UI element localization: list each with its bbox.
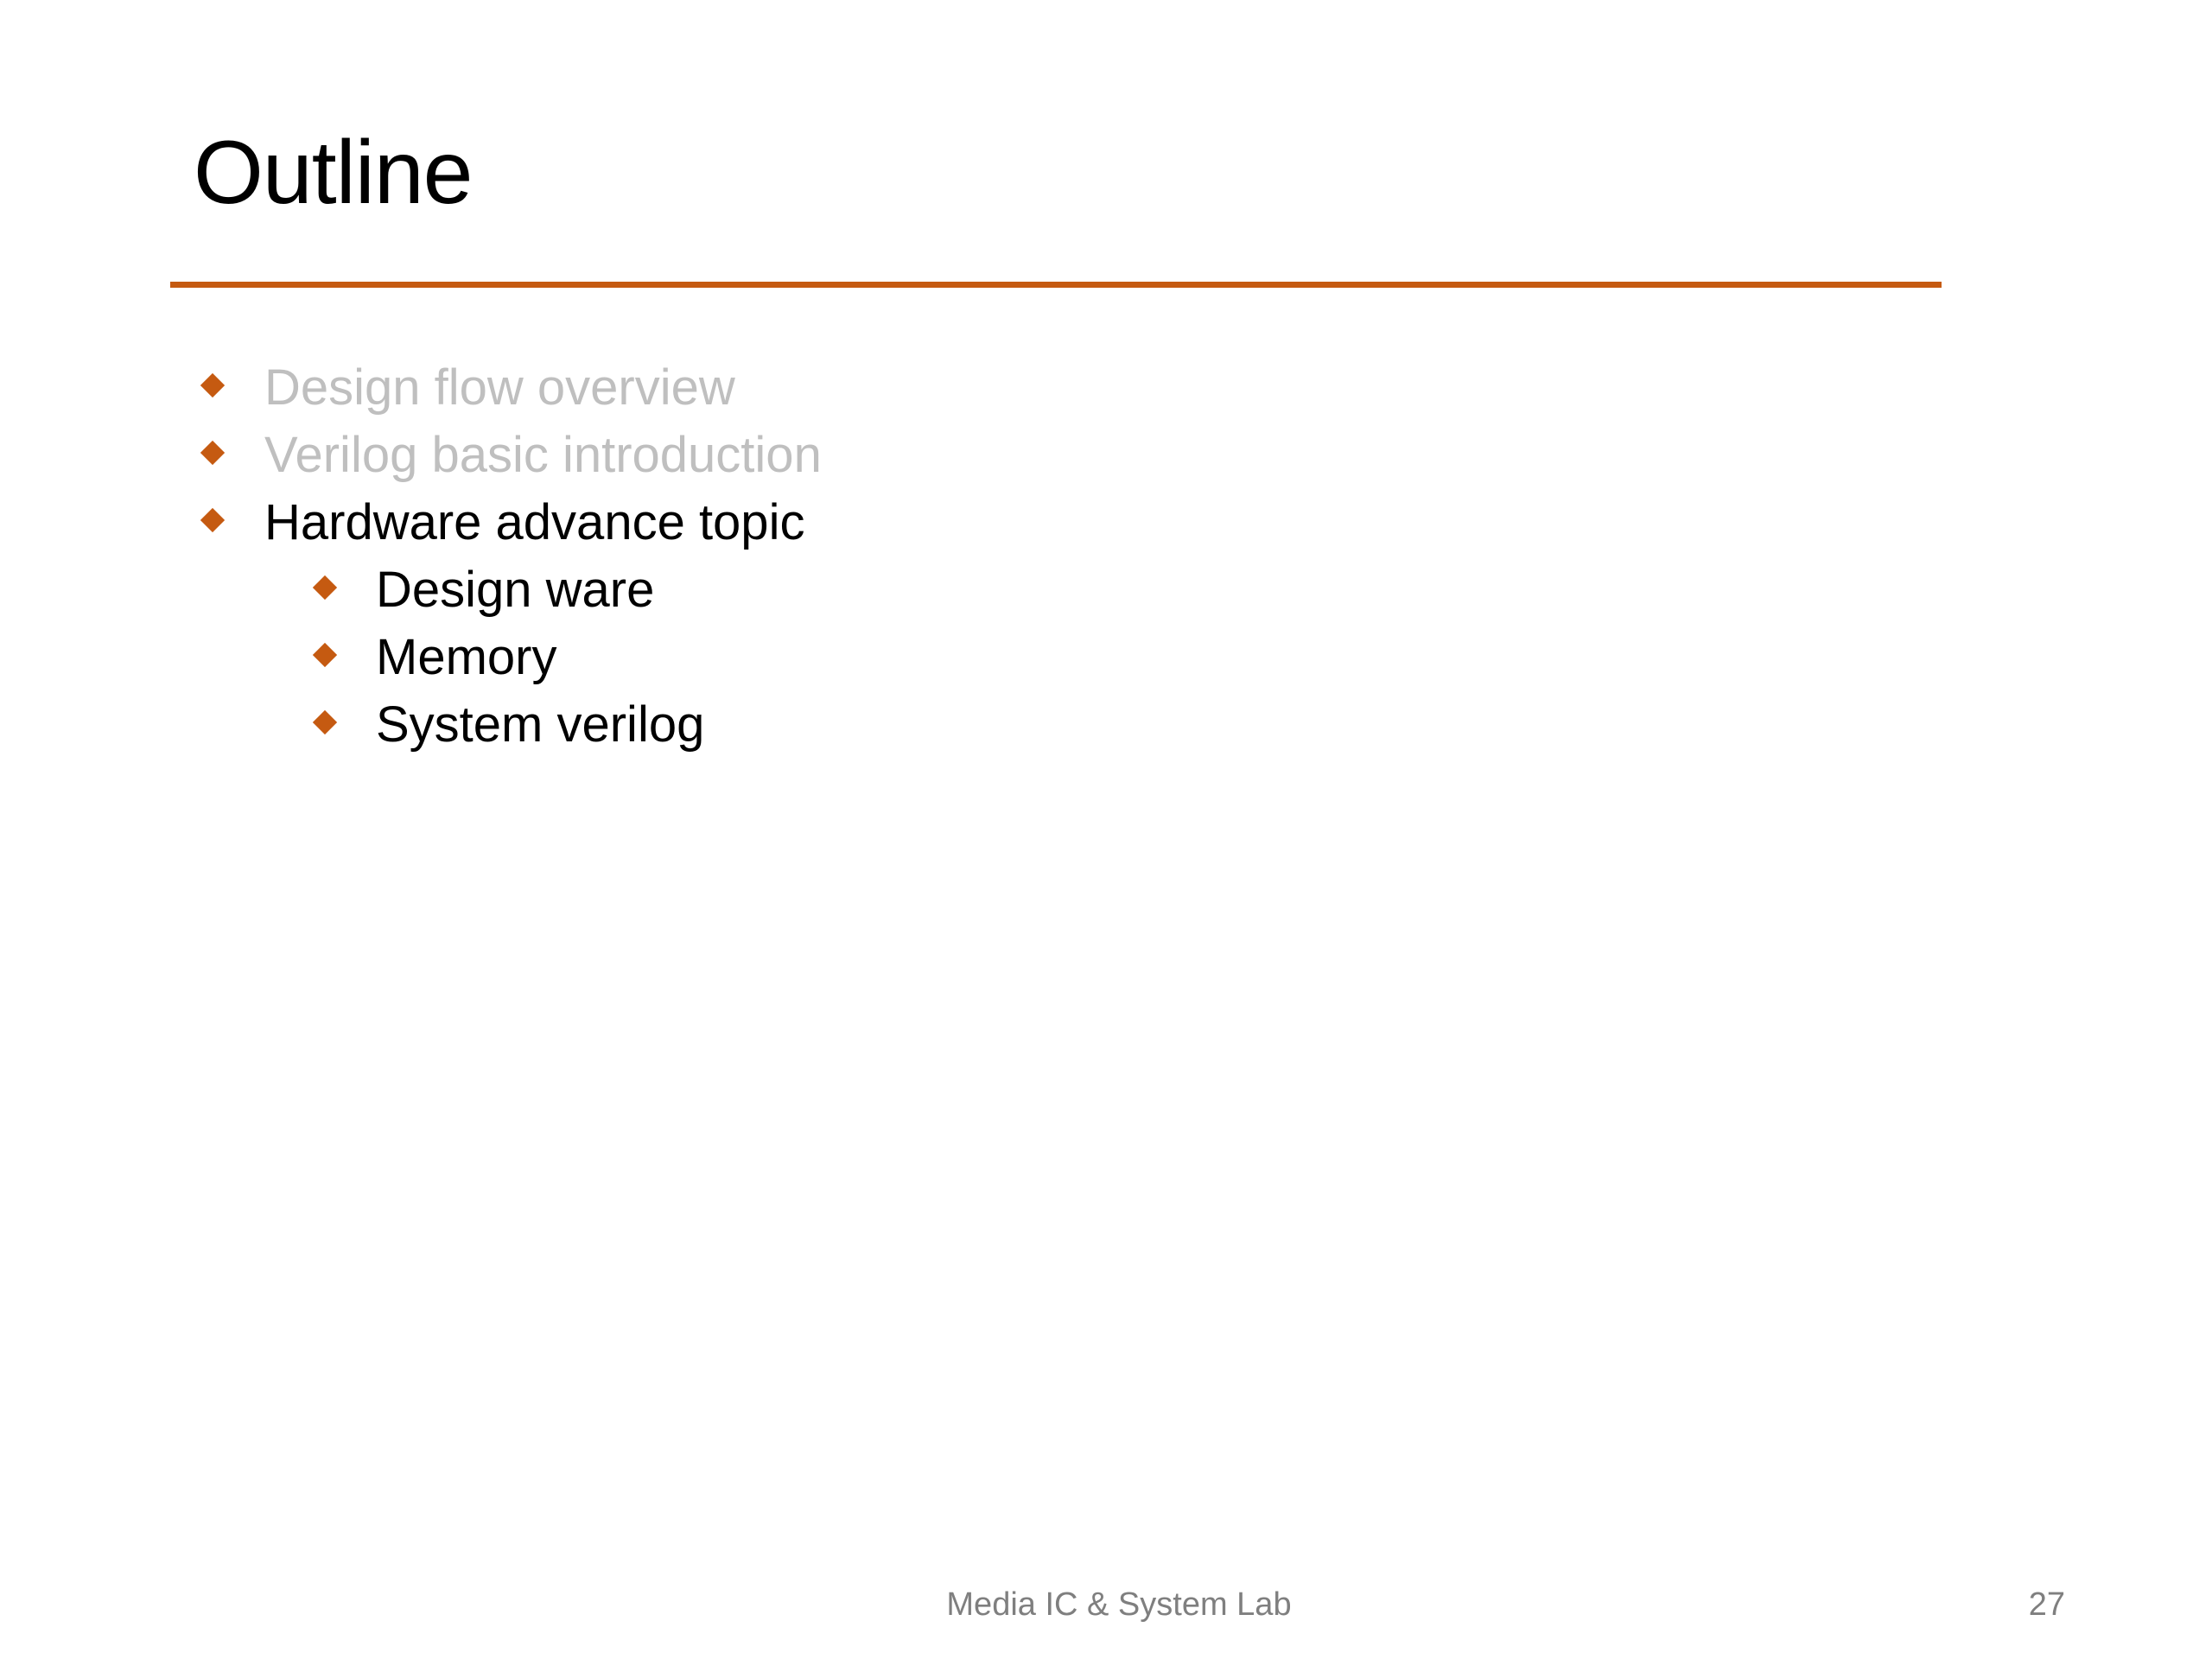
list-item xyxy=(0,422,822,489)
sub-list-item xyxy=(0,556,822,624)
list-item-label: Verilog basic introduction xyxy=(264,427,822,483)
diamond-bullet-icon xyxy=(313,575,337,600)
list-item-label: Memory xyxy=(376,629,557,685)
sub-list-item xyxy=(0,691,822,759)
footer-text: Media IC & System Lab xyxy=(946,1586,1292,1623)
diamond-bullet-icon xyxy=(313,643,337,667)
list-item-label: Design ware xyxy=(376,562,655,618)
diamond-bullet-icon xyxy=(200,441,225,465)
diamond-bullet-icon xyxy=(200,373,225,397)
title-divider xyxy=(170,282,1942,288)
list-item xyxy=(0,354,822,422)
list-item-label: System verilog xyxy=(376,696,705,753)
sub-list-item xyxy=(0,624,822,691)
diamond-bullet-icon xyxy=(313,710,337,734)
diamond-bullet-icon xyxy=(200,508,225,532)
slide-title: Outline xyxy=(194,123,473,223)
outline-list xyxy=(0,354,822,759)
list-item-label: Design flow overview xyxy=(264,359,735,416)
list-item xyxy=(0,489,822,556)
list-item-label: Hardware advance topic xyxy=(264,494,805,550)
page-number: 27 xyxy=(2028,1586,2065,1623)
